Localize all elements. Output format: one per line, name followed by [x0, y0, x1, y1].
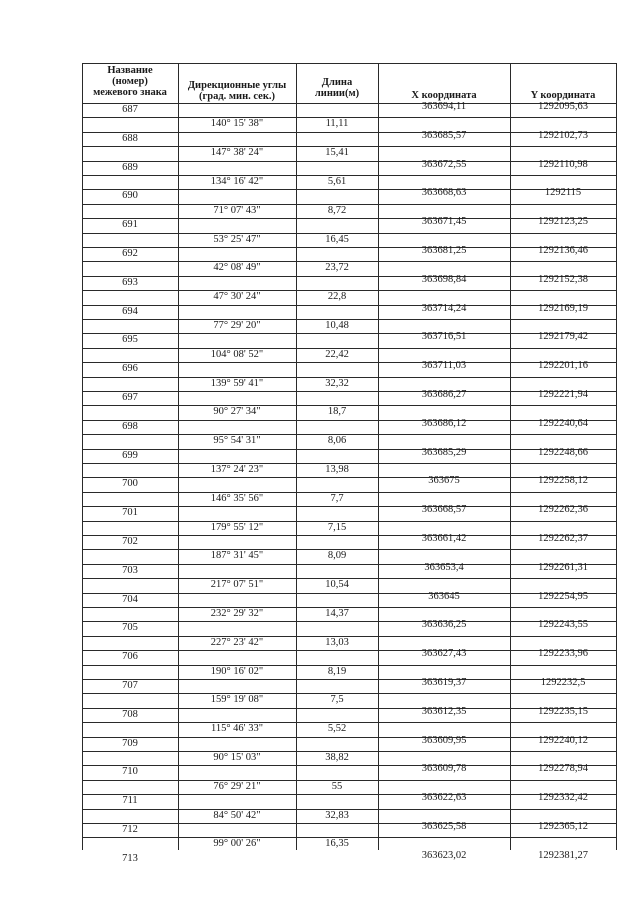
- direction-angle-cell: 71° 07' 43": [213, 205, 261, 216]
- header-name-line-1: Название: [107, 65, 153, 76]
- x-coordinate-cell: 363622,63: [421, 792, 467, 803]
- table-top-border: [82, 63, 616, 64]
- x-coordinate-cell: 363671,45: [421, 216, 467, 227]
- line-length-cell: 18,7: [327, 406, 347, 417]
- point-name-cell: 699: [122, 450, 138, 461]
- direction-angle-cell: 77° 29' 20": [213, 320, 261, 331]
- y-coordinate-cell: 1292179,42: [538, 331, 588, 342]
- y-coordinate-cell: 1292332,42: [538, 792, 588, 803]
- direction-angle-cell: 190° 16' 02": [210, 666, 264, 677]
- header-y: Y координата: [530, 90, 596, 101]
- y-coordinate-cell: 1292278,94: [538, 763, 588, 774]
- point-name-cell: 693: [122, 277, 138, 288]
- point-name-cell: 697: [122, 392, 138, 403]
- header-name-line-3: межевого знака: [93, 87, 167, 98]
- line-length-cell: 5,52: [327, 723, 347, 734]
- y-coordinate-cell: 1292261,31: [538, 562, 588, 573]
- y-coordinate-cell: 1292248,66: [538, 447, 588, 458]
- line-length-cell: 32,32: [325, 378, 349, 389]
- direction-angle-cell: 84° 50' 42": [213, 810, 261, 821]
- x-coordinate-cell: 363636,25: [421, 619, 467, 630]
- x-coordinate-cell: 363612,35: [421, 706, 467, 717]
- direction-angle-cell: 95° 54' 31": [213, 435, 261, 446]
- x-coordinate-cell: 363685,29: [421, 447, 467, 458]
- point-name-cell: 704: [122, 594, 138, 605]
- line-length-cell: 8,72: [327, 205, 347, 216]
- point-name-cell: 702: [122, 536, 138, 547]
- direction-angle-cell: 42° 08' 49": [213, 262, 261, 273]
- y-coordinate-cell: 1292110,98: [538, 159, 588, 170]
- point-name-cell: 711: [122, 795, 138, 806]
- line-length-cell: 8,19: [327, 666, 347, 677]
- direction-angle-cell: 90° 27' 34": [213, 406, 261, 417]
- header-length-line-1: Длина: [321, 77, 353, 88]
- y-coordinate-cell: 1292201,16: [538, 360, 588, 371]
- direction-angle-cell: 99° 00' 26": [213, 838, 261, 849]
- point-name-cell: 706: [122, 651, 138, 662]
- direction-angle-cell: 139° 59' 41": [210, 378, 264, 389]
- x-coordinate-cell: 363627,43: [421, 648, 467, 659]
- x-coordinate-cell: 363694,11: [421, 101, 467, 112]
- header-name: [82, 65, 178, 98]
- point-name-cell: 703: [122, 565, 138, 576]
- line-length-cell: 13,03: [325, 637, 349, 648]
- direction-angle-cell: 115° 46' 33": [211, 723, 263, 734]
- direction-angle-cell: 140° 15' 38": [210, 118, 264, 129]
- line-length-cell: 55: [331, 781, 343, 792]
- x-coordinate-cell: 363653,4: [424, 562, 464, 573]
- y-coordinate-cell: 1292240,12: [538, 735, 588, 746]
- direction-angle-cell: 159° 19' 08": [210, 694, 264, 705]
- direction-angle-cell: 90° 15' 03": [213, 752, 261, 763]
- header-name-line-2: (номер): [112, 76, 148, 87]
- point-name-cell: 701: [122, 507, 138, 518]
- y-coordinate-cell: 1292102,73: [538, 130, 588, 141]
- direction-angle-cell: 134° 16' 42": [210, 176, 264, 187]
- point-name-cell: 700: [122, 478, 138, 489]
- point-name-cell: 694: [122, 306, 138, 317]
- point-name-cell: 710: [122, 766, 138, 777]
- point-name-cell: 687: [122, 104, 138, 115]
- point-name-cell: 696: [122, 363, 138, 374]
- y-coordinate-cell: 1292235,15: [538, 706, 588, 717]
- x-coordinate-cell: 363714,24: [421, 303, 467, 314]
- x-coordinate-cell: 363716,51: [421, 331, 467, 342]
- x-coordinate-cell: 363625,58: [421, 821, 467, 832]
- y-coordinate-cell: 1292095,63: [538, 101, 588, 112]
- line-length-cell: 13,98: [325, 464, 349, 475]
- line-length-cell: 16,45: [325, 234, 349, 245]
- direction-angle-cell: 227° 23' 42": [210, 637, 264, 648]
- line-length-cell: 14,37: [325, 608, 349, 619]
- y-coordinate-cell: 1292381,27: [538, 850, 588, 861]
- point-name-cell: 705: [122, 622, 138, 633]
- y-coordinate-cell: 1292240,64: [538, 418, 588, 429]
- point-name-cell: 709: [122, 738, 138, 749]
- x-coordinate-cell: 363619,37: [421, 677, 467, 688]
- x-coordinate-cell: 363686,27: [421, 389, 467, 400]
- line-length-cell: 38,82: [325, 752, 349, 763]
- line-length-cell: 7,5: [330, 694, 344, 705]
- header-angle: [178, 80, 296, 102]
- line-length-cell: 16,35: [325, 838, 349, 849]
- point-name-cell: 698: [122, 421, 138, 432]
- y-coordinate-cell: 1292169,19: [538, 303, 588, 314]
- direction-angle-cell: 47° 30' 24": [213, 291, 261, 302]
- y-coordinate-cell: 1292115: [544, 187, 582, 198]
- direction-angle-cell: 137° 24' 23": [210, 464, 264, 475]
- header-x: X координата: [411, 90, 477, 101]
- y-coordinate-cell: 1292152,38: [538, 274, 588, 285]
- point-name-cell: 708: [122, 709, 138, 720]
- direction-angle-cell: 76° 29' 21": [213, 781, 261, 792]
- x-coordinate-cell: 363685,57: [421, 130, 467, 141]
- header-length: [296, 77, 378, 99]
- x-coordinate-cell: 363645: [428, 591, 460, 602]
- point-name-cell: 688: [122, 133, 138, 144]
- column-divider-5: [616, 63, 617, 850]
- y-coordinate-cell: 1292254,95: [538, 591, 588, 602]
- y-coordinate-cell: 1292258,12: [538, 475, 588, 486]
- point-name-cell: 695: [122, 334, 138, 345]
- y-coordinate-cell: 1292123,25: [538, 216, 588, 227]
- line-length-cell: 7,7: [330, 493, 344, 504]
- x-coordinate-cell: 363668,63: [421, 187, 467, 198]
- line-length-cell: 11,11: [325, 118, 349, 129]
- point-name-cell: 692: [122, 248, 138, 259]
- x-coordinate-cell: 363661,42: [421, 533, 467, 544]
- line-length-cell: 10,54: [325, 579, 349, 590]
- direction-angle-cell: 179° 55' 12": [210, 522, 264, 533]
- x-coordinate-cell: 363686,12: [421, 418, 467, 429]
- line-length-cell: 5,61: [327, 176, 347, 187]
- line-length-cell: 7,15: [327, 522, 347, 533]
- direction-angle-cell: 146° 35' 56": [210, 493, 264, 504]
- x-coordinate-cell: 363609,95: [421, 735, 467, 746]
- point-name-cell: 713: [122, 853, 138, 864]
- x-coordinate-cell: 363668,57: [421, 504, 467, 515]
- direction-angle-cell: 147° 38' 24": [210, 147, 264, 158]
- point-name-cell: 712: [122, 824, 138, 835]
- y-coordinate-cell: 1292232,5: [540, 677, 586, 688]
- line-length-cell: 32,83: [325, 810, 349, 821]
- point-name-cell: 689: [122, 162, 138, 173]
- header-length-line-2: линии(м): [314, 88, 360, 99]
- x-coordinate-cell: 363609,78: [421, 763, 467, 774]
- direction-angle-cell: 232° 29' 32": [210, 608, 264, 619]
- y-coordinate-cell: 1292233,96: [538, 648, 588, 659]
- point-name-cell: 691: [122, 219, 138, 230]
- direction-angle-cell: 53° 25' 47": [213, 234, 261, 245]
- direction-angle-cell: 104° 08' 52": [210, 349, 264, 360]
- x-coordinate-cell: 363623,02: [421, 850, 467, 861]
- point-name-cell: 707: [122, 680, 138, 691]
- y-coordinate-cell: 1292365,12: [538, 821, 588, 832]
- header-angle-line-2: (град. мин. сек.): [198, 91, 276, 102]
- x-coordinate-cell: 363672,55: [421, 159, 467, 170]
- header-angle-line-1: Дирекционные углы: [187, 80, 287, 91]
- direction-angle-cell: 217° 07' 51": [210, 579, 264, 590]
- y-coordinate-cell: 1292262,36: [538, 504, 588, 515]
- line-length-cell: 10,48: [325, 320, 349, 331]
- y-coordinate-cell: 1292243,55: [538, 619, 588, 630]
- line-length-cell: 8,06: [327, 435, 347, 446]
- x-coordinate-cell: 363675: [428, 475, 460, 486]
- line-length-cell: 22,8: [327, 291, 347, 302]
- direction-angle-cell: 187° 31' 45": [210, 550, 264, 561]
- point-name-cell: 690: [122, 190, 138, 201]
- line-length-cell: 22,42: [325, 349, 349, 360]
- y-coordinate-cell: 1292262,37: [538, 533, 588, 544]
- line-length-cell: 15,41: [325, 147, 349, 158]
- x-coordinate-cell: 363711,03: [421, 360, 467, 371]
- x-coordinate-cell: 363698,84: [421, 274, 467, 285]
- x-coordinate-cell: 363681,25: [421, 245, 467, 256]
- line-length-cell: 8,09: [327, 550, 347, 561]
- line-length-cell: 23,72: [325, 262, 349, 273]
- y-coordinate-cell: 1292221,94: [538, 389, 588, 400]
- y-coordinate-cell: 1292136,46: [538, 245, 588, 256]
